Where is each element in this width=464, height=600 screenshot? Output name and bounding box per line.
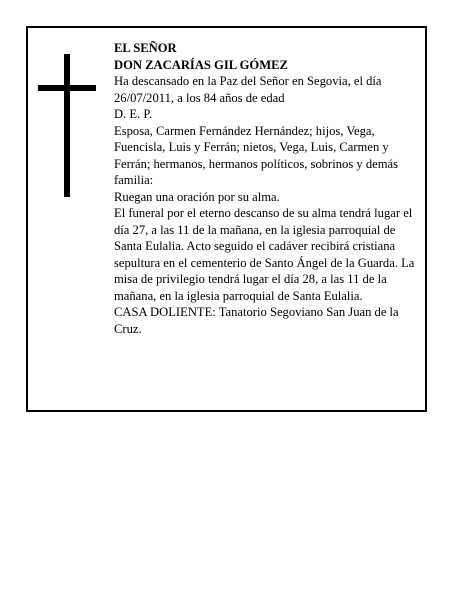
cross-icon [64,54,70,197]
prayer-request-text: Ruegan una oración por su alma. [114,189,280,204]
notice-title-line-1: EL SEÑOR [114,41,177,55]
rip-text: D. E. P. [114,107,153,121]
notice-body [114,40,420,337]
announcement-text: Ha descansado en la Paz del Señor en Segovia, el día 26/07/2011, a los 84 años de edad [114,74,382,105]
mourning-house-text: CASA DOLIENTE: Tanatorio Segoviano San Juan de la Cruz. [114,305,399,336]
deceased-name: DON ZACARÍAS GIL GÓMEZ [114,57,288,72]
cross-icon-arm [38,85,96,91]
funeral-text: El funeral por el eterno descanso de su alma tendrá lugar el día 27, a las 11 de la mañana, en la iglesia parroquial de Santa Eulalia. Acto seguido el cadáver recibirá cristiana sepultura en el cementerio de Santo Ángel de la Guarda. La misa de privilegio tendrá lugar el día 28, a las 11 de la mañana, en la iglesia parroquial de Santa Eulalia. [114,206,415,303]
family-text: Esposa, Carmen Fernández Hernández; hijos, Vega, Fuencisla, Luis y Ferrán; nietos, Vega, Luis, Carmen y Ferrán; hermanos, hermanos políticos, sobrinos y demás familia: [114,123,399,187]
